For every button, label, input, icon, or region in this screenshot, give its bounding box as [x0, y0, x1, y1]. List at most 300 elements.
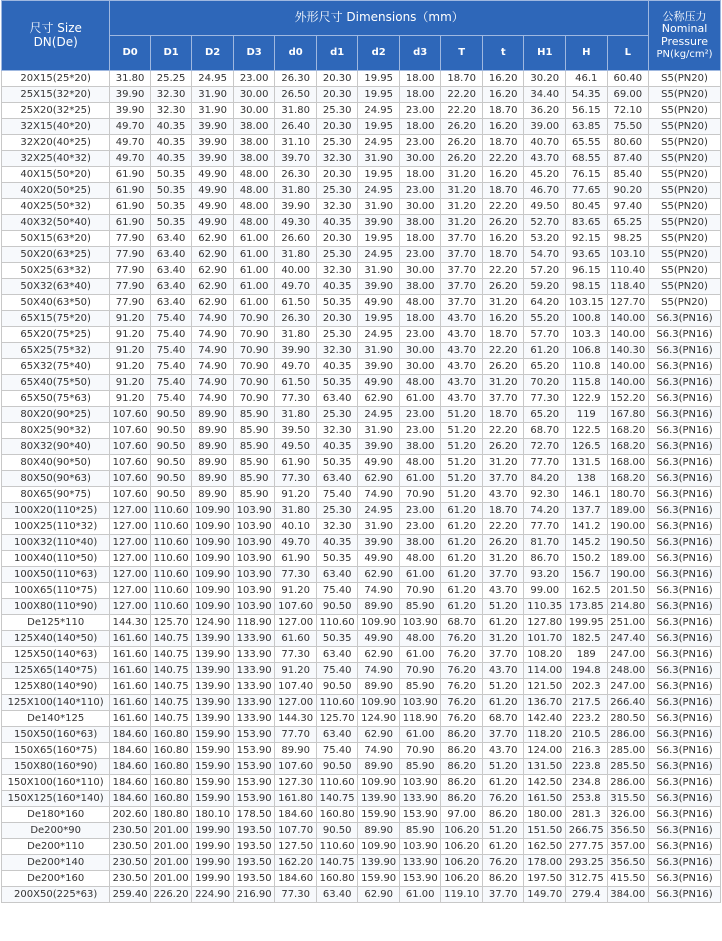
cell-value: 173.85	[566, 599, 608, 615]
cell-value: 76.20	[441, 695, 483, 711]
cell-value: 151.50	[524, 823, 566, 839]
cell-value: 91.20	[110, 311, 151, 327]
cell-value: 38.00	[399, 535, 441, 551]
cell-value: 22.20	[441, 103, 483, 119]
cell-value: 127.00	[110, 567, 151, 583]
cell-value: 75.40	[150, 343, 192, 359]
cell-value: 122.9	[566, 391, 608, 407]
cell-value: 61.90	[275, 455, 317, 471]
cell-size: 80X65(90*75)	[2, 487, 110, 503]
cell-value: 54.35	[566, 87, 608, 103]
cell-value: 31.80	[275, 247, 317, 263]
table-row	[2, 487, 721, 503]
cell-pressure: S6.3(PN16)	[649, 519, 721, 535]
cell-value: 37.70	[441, 263, 483, 279]
column-header-h1: H1	[524, 36, 566, 71]
cell-value: 110.35	[524, 599, 566, 615]
cell-value: 133.90	[233, 631, 275, 647]
cell-value: 40.35	[150, 119, 192, 135]
cell-value: 51.20	[441, 487, 483, 503]
cell-pressure: S6.3(PN16)	[649, 791, 721, 807]
cell-value: 61.00	[233, 279, 275, 295]
cell-value: 43.70	[441, 327, 483, 343]
cell-size: 50X25(63*32)	[2, 263, 110, 279]
column-header-l: L	[607, 36, 649, 71]
cell-value: 139.90	[192, 695, 234, 711]
cell-value: 25.30	[316, 183, 358, 199]
cell-value: 77.30	[275, 567, 317, 583]
cell-value: 168.00	[607, 455, 649, 471]
cell-value: 22.20	[482, 263, 524, 279]
cell-value: 23.00	[399, 103, 441, 119]
cell-size: 80X32(90*40)	[2, 439, 110, 455]
cell-value: 49.70	[275, 279, 317, 295]
cell-value: 168.20	[607, 423, 649, 439]
cell-value: 91.20	[110, 327, 151, 343]
cell-value: 109.90	[358, 615, 400, 631]
table-row	[2, 807, 721, 823]
cell-value: 77.90	[110, 279, 151, 295]
cell-value: 51.20	[441, 439, 483, 455]
cell-size: 125X100(140*110)	[2, 695, 110, 711]
cell-value: 49.90	[192, 215, 234, 231]
cell-value: 216.3	[566, 743, 608, 759]
cell-value: 50.35	[316, 631, 358, 647]
cell-value: 43.70	[441, 311, 483, 327]
cell-value: 26.40	[275, 119, 317, 135]
cell-value: 30.00	[399, 359, 441, 375]
cell-value: 199.90	[192, 839, 234, 855]
cell-value: 31.80	[275, 327, 317, 343]
cell-value: 39.90	[358, 279, 400, 295]
table-row	[2, 263, 721, 279]
cell-value: 63.40	[316, 887, 358, 903]
cell-value: 127.00	[110, 519, 151, 535]
cell-value: 31.80	[275, 503, 317, 519]
cell-value: 107.60	[110, 407, 151, 423]
cell-value: 39.90	[192, 151, 234, 167]
cell-value: 39.90	[275, 199, 317, 215]
table-row	[2, 663, 721, 679]
cell-value: 202.3	[566, 679, 608, 695]
cell-value: 109.90	[192, 583, 234, 599]
cell-value: 49.70	[110, 119, 151, 135]
cell-value: 150.2	[566, 551, 608, 567]
cell-value: 107.60	[110, 423, 151, 439]
cell-value: 76.20	[441, 631, 483, 647]
cell-value: 70.90	[233, 327, 275, 343]
cell-value: 26.30	[275, 71, 317, 87]
cell-value: 38.00	[399, 215, 441, 231]
cell-value: 70.90	[399, 743, 441, 759]
cell-value: 76.20	[441, 679, 483, 695]
cell-size: De125*110	[2, 615, 110, 631]
pressure-label-en-2: Pressure	[661, 35, 709, 49]
cell-size: 25X20(32*25)	[2, 103, 110, 119]
cell-value: 62.90	[192, 247, 234, 263]
column-header-t: T	[441, 36, 483, 71]
cell-value: 37.70	[482, 471, 524, 487]
cell-value: 77.90	[110, 247, 151, 263]
cell-value: 74.90	[358, 663, 400, 679]
cell-value: 61.90	[110, 183, 151, 199]
cell-size: 80X20(90*25)	[2, 407, 110, 423]
cell-size: 150X125(160*140)	[2, 791, 110, 807]
cell-value: 159.90	[358, 871, 400, 887]
cell-value: 32.30	[316, 423, 358, 439]
cell-value: 40.70	[524, 135, 566, 151]
cell-value: 31.90	[358, 423, 400, 439]
cell-value: 97.40	[607, 199, 649, 215]
cell-value: 201.00	[150, 855, 192, 871]
cell-value: 131.5	[566, 455, 608, 471]
cell-value: 90.20	[607, 183, 649, 199]
cell-value: 110.60	[150, 503, 192, 519]
cell-value: 91.20	[275, 487, 317, 503]
cell-value: 61.00	[399, 887, 441, 903]
table-row	[2, 135, 721, 151]
cell-value: 19.95	[358, 311, 400, 327]
table-row	[2, 119, 721, 135]
cell-value: 61.20	[482, 839, 524, 855]
cell-size: 100X65(110*75)	[2, 583, 110, 599]
cell-pressure: S6.3(PN16)	[649, 471, 721, 487]
table-row	[2, 471, 721, 487]
cell-value: 26.30	[275, 311, 317, 327]
cell-value: 110.8	[566, 359, 608, 375]
cell-value: 43.70	[482, 487, 524, 503]
table-row	[2, 535, 721, 551]
cell-value: 153.90	[233, 727, 275, 743]
cell-value: 189.00	[607, 551, 649, 567]
cell-value: 110.60	[150, 567, 192, 583]
cell-value: 201.00	[150, 871, 192, 887]
table-row	[2, 151, 721, 167]
cell-value: 161.60	[110, 711, 151, 727]
cell-value: 77.30	[275, 471, 317, 487]
table-row	[2, 311, 721, 327]
cell-value: 39.90	[358, 359, 400, 375]
cell-value: 32.30	[316, 263, 358, 279]
cell-value: 98.15	[566, 279, 608, 295]
cell-value: 90.50	[316, 679, 358, 695]
cell-value: 89.90	[358, 679, 400, 695]
cell-value: 202.60	[110, 807, 151, 823]
cell-value: 153.90	[233, 775, 275, 791]
cell-value: 152.20	[607, 391, 649, 407]
cell-value: 103.90	[399, 615, 441, 631]
cell-value: 22.20	[482, 423, 524, 439]
table-row	[2, 599, 721, 615]
cell-value: 80.45	[566, 199, 608, 215]
cell-value: 24.95	[358, 183, 400, 199]
cell-value: 161.60	[110, 695, 151, 711]
cell-value: 77.90	[110, 295, 151, 311]
cell-value: 18.00	[399, 87, 441, 103]
cell-value: 19.95	[358, 71, 400, 87]
cell-size: 32X15(40*20)	[2, 119, 110, 135]
cell-value: 25.30	[316, 503, 358, 519]
cell-value: 40.10	[275, 519, 317, 535]
cell-value: 201.00	[150, 823, 192, 839]
cell-value: 197.50	[524, 871, 566, 887]
cell-size: De180*160	[2, 807, 110, 823]
cell-value: 153.90	[233, 791, 275, 807]
cell-pressure: S5(PN20)	[649, 279, 721, 295]
cell-value: 133.90	[233, 695, 275, 711]
table-row	[2, 183, 721, 199]
cell-size: 50X20(63*25)	[2, 247, 110, 263]
cell-size: 200X50(225*63)	[2, 887, 110, 903]
table-row	[2, 775, 721, 791]
cell-value: 26.20	[482, 359, 524, 375]
cell-value: 43.70	[441, 375, 483, 391]
cell-value: 91.20	[110, 375, 151, 391]
cell-value: 62.90	[358, 887, 400, 903]
cell-size: De200*110	[2, 839, 110, 855]
cell-value: 50.35	[150, 199, 192, 215]
cell-value: 39.90	[358, 215, 400, 231]
cell-value: 77.30	[275, 887, 317, 903]
cell-value: 160.80	[150, 727, 192, 743]
cell-value: 16.20	[482, 231, 524, 247]
cell-value: 31.80	[275, 183, 317, 199]
cell-value: 356.50	[607, 855, 649, 871]
cell-value: 23.00	[399, 247, 441, 263]
cell-value: 18.00	[399, 167, 441, 183]
cell-value: 189	[566, 647, 608, 663]
cell-value: 39.90	[192, 119, 234, 135]
cell-value: 121.50	[524, 679, 566, 695]
cell-value: 75.40	[316, 663, 358, 679]
cell-value: 43.70	[441, 343, 483, 359]
cell-value: 103.3	[566, 327, 608, 343]
table-row	[2, 759, 721, 775]
cell-value: 161.60	[110, 647, 151, 663]
cell-pressure: S6.3(PN16)	[649, 375, 721, 391]
cell-value: 109.90	[192, 551, 234, 567]
cell-value: 52.70	[524, 215, 566, 231]
cell-value: 140.75	[316, 791, 358, 807]
table-row	[2, 855, 721, 871]
cell-value: 86.20	[482, 807, 524, 823]
cell-value: 162.20	[275, 855, 317, 871]
cell-value: 50.35	[316, 295, 358, 311]
cell-value: 110.60	[150, 551, 192, 567]
cell-value: 75.40	[150, 327, 192, 343]
cell-value: 110.60	[316, 695, 358, 711]
cell-size: 50X15(63*20)	[2, 231, 110, 247]
table-row	[2, 247, 721, 263]
cell-pressure: S6.3(PN16)	[649, 583, 721, 599]
cell-value: 76.20	[482, 791, 524, 807]
cell-value: 75.40	[316, 583, 358, 599]
cell-value: 356.50	[607, 823, 649, 839]
cell-value: 85.90	[233, 407, 275, 423]
cell-value: 54.70	[524, 247, 566, 263]
cell-value: 61.50	[275, 295, 317, 311]
table-row	[2, 519, 721, 535]
cell-size: 50X40(63*50)	[2, 295, 110, 311]
cell-value: 159.90	[192, 775, 234, 791]
cell-value: 40.00	[275, 263, 317, 279]
column-header-d1: d1	[316, 36, 358, 71]
cell-pressure: S6.3(PN16)	[649, 823, 721, 839]
cell-value: 201.50	[607, 583, 649, 599]
cell-value: 61.20	[482, 615, 524, 631]
cell-value: 161.60	[110, 679, 151, 695]
cell-value: 34.40	[524, 87, 566, 103]
cell-value: 140.75	[150, 695, 192, 711]
cell-value: 223.8	[566, 759, 608, 775]
cell-value: 49.30	[275, 215, 317, 231]
cell-value: 110.60	[316, 615, 358, 631]
cell-value: 90.50	[150, 423, 192, 439]
cell-value: 184.60	[110, 791, 151, 807]
cell-value: 26.30	[275, 167, 317, 183]
cell-value: 74.90	[358, 487, 400, 503]
cell-value: 136.70	[524, 695, 566, 711]
cell-value: 74.90	[358, 583, 400, 599]
cell-value: 159.90	[192, 743, 234, 759]
cell-value: 180.80	[150, 807, 192, 823]
cell-value: 110.60	[150, 519, 192, 535]
cell-value: 26.20	[482, 215, 524, 231]
table-row	[2, 375, 721, 391]
cell-value: 160.80	[316, 807, 358, 823]
cell-value: 277.75	[566, 839, 608, 855]
cell-value: 74.90	[358, 743, 400, 759]
cell-value: 63.40	[316, 727, 358, 743]
cell-size: 100X80(110*90)	[2, 599, 110, 615]
cell-value: 31.90	[358, 199, 400, 215]
cell-value: 153.90	[399, 807, 441, 823]
cell-value: 144.30	[275, 711, 317, 727]
cell-value: 61.20	[441, 599, 483, 615]
cell-value: 26.20	[441, 151, 483, 167]
cell-value: 124.00	[524, 743, 566, 759]
cell-value: 30.00	[399, 199, 441, 215]
cell-value: 18.00	[399, 231, 441, 247]
table-row	[2, 231, 721, 247]
cell-value: 61.60	[275, 631, 317, 647]
cell-value: 286.00	[607, 727, 649, 743]
cell-value: 48.00	[399, 375, 441, 391]
cell-value: 141.2	[566, 519, 608, 535]
cell-value: 61.20	[524, 343, 566, 359]
cell-value: 20.30	[316, 119, 358, 135]
cell-value: 96.15	[566, 263, 608, 279]
table-row	[2, 743, 721, 759]
cell-value: 182.5	[566, 631, 608, 647]
cell-value: 48.00	[399, 295, 441, 311]
cell-value: 61.20	[482, 695, 524, 711]
cell-value: 61.00	[399, 647, 441, 663]
cell-value: 286.00	[607, 775, 649, 791]
cell-value: 119	[566, 407, 608, 423]
cell-pressure: S6.3(PN16)	[649, 775, 721, 791]
cell-value: 49.50	[524, 199, 566, 215]
cell-value: 61.20	[441, 551, 483, 567]
cell-value: 37.70	[441, 279, 483, 295]
cell-pressure: S6.3(PN16)	[649, 679, 721, 695]
cell-value: 85.90	[233, 487, 275, 503]
cell-value: 107.60	[275, 759, 317, 775]
cell-value: 161.80	[275, 791, 317, 807]
cell-value: 38.00	[399, 439, 441, 455]
cell-value: 65.20	[524, 407, 566, 423]
cell-value: 49.50	[275, 439, 317, 455]
table-row	[2, 327, 721, 343]
cell-value: 39.70	[275, 151, 317, 167]
cell-value: 32.30	[316, 151, 358, 167]
cell-value: 43.70	[482, 583, 524, 599]
cell-value: 70.90	[233, 311, 275, 327]
cell-value: 138	[566, 471, 608, 487]
cell-value: 214.80	[607, 599, 649, 615]
cell-value: 61.20	[441, 583, 483, 599]
cell-value: 89.90	[358, 759, 400, 775]
table-row	[2, 279, 721, 295]
cell-value: 49.90	[192, 167, 234, 183]
cell-value: 72.10	[607, 103, 649, 119]
cell-value: 45.20	[524, 167, 566, 183]
cell-value: 149.70	[524, 887, 566, 903]
cell-value: 30.00	[233, 87, 275, 103]
table-row	[2, 647, 721, 663]
cell-value: 90.50	[150, 487, 192, 503]
cell-value: 50.35	[150, 215, 192, 231]
cell-value: 103.90	[233, 519, 275, 535]
cell-pressure: S6.3(PN16)	[649, 727, 721, 743]
cell-value: 107.60	[110, 471, 151, 487]
cell-value: 140.75	[150, 679, 192, 695]
cell-value: 76.20	[482, 855, 524, 871]
cell-value: 36.20	[524, 103, 566, 119]
cell-value: 43.70	[441, 359, 483, 375]
cell-value: 293.25	[566, 855, 608, 871]
cell-value: 109.90	[192, 567, 234, 583]
column-header-row	[2, 36, 721, 71]
cell-value: 51.20	[441, 455, 483, 471]
cell-value: 234.8	[566, 775, 608, 791]
cell-value: 18.70	[482, 503, 524, 519]
cell-value: 253.8	[566, 791, 608, 807]
cell-pressure: S6.3(PN16)	[649, 599, 721, 615]
cell-value: 248.00	[607, 663, 649, 679]
cell-value: 75.40	[150, 391, 192, 407]
cell-value: 140.00	[607, 359, 649, 375]
cell-value: 109.90	[192, 599, 234, 615]
cell-value: 110.60	[150, 599, 192, 615]
cell-size: 150X65(160*75)	[2, 743, 110, 759]
cell-value: 108.20	[524, 647, 566, 663]
cell-value: 24.95	[358, 247, 400, 263]
cell-pressure: S6.3(PN16)	[649, 807, 721, 823]
cell-size: 100X40(110*50)	[2, 551, 110, 567]
cell-value: 103.90	[399, 839, 441, 855]
cell-value: 90.50	[150, 407, 192, 423]
cell-value: 32.30	[316, 519, 358, 535]
table-row	[2, 551, 721, 567]
cell-value: 22.20	[482, 151, 524, 167]
cell-value: 57.20	[524, 263, 566, 279]
pressure-label-en-1: Nominal	[661, 22, 708, 36]
cell-value: 103.90	[399, 775, 441, 791]
cell-pressure: S5(PN20)	[649, 183, 721, 199]
cell-size: 125X50(140*63)	[2, 647, 110, 663]
cell-value: 107.40	[275, 679, 317, 695]
